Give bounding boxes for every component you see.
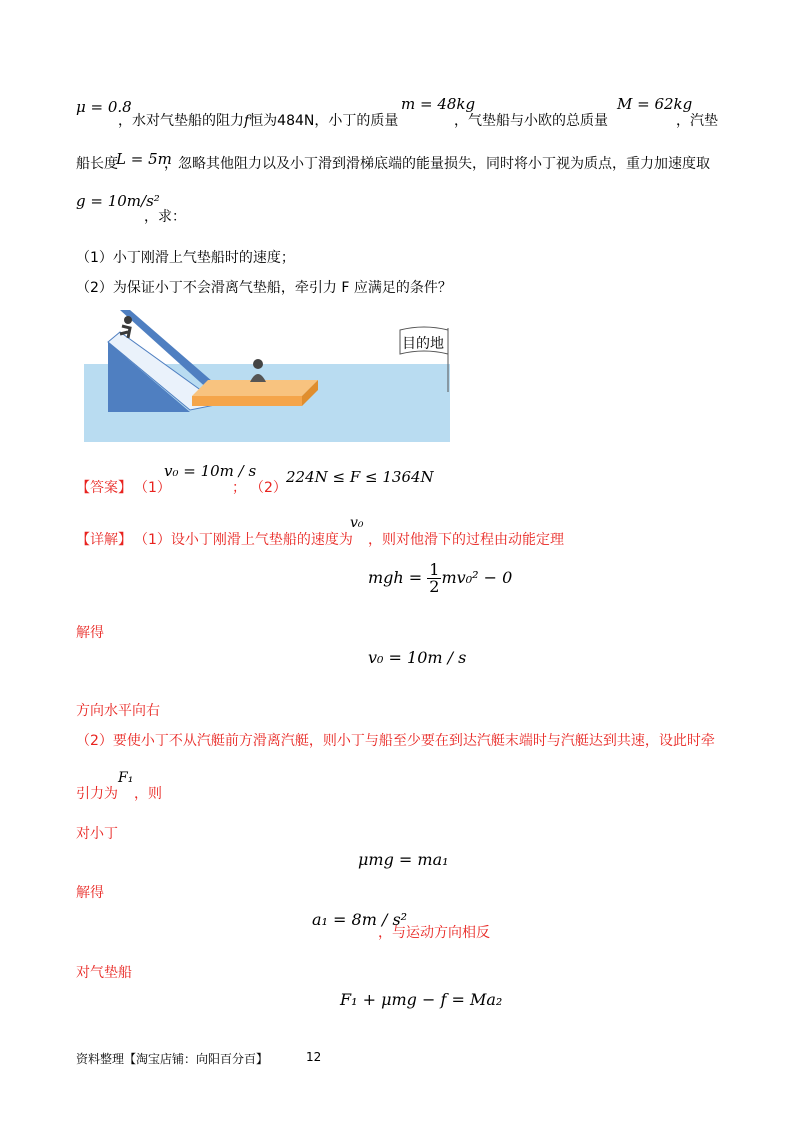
part2-text-2b: ，则: [134, 786, 162, 802]
eq1-right: mv₀² − 0: [441, 568, 513, 587]
problem-text: ，气垫船与小欧的总质量: [454, 113, 608, 129]
m-value: m = 48kg: [401, 95, 476, 113]
footer-source: 资料整理【淘宝店铺：向阳百分百】: [76, 1052, 269, 1066]
solve-label-1: 解得: [76, 625, 104, 641]
part2-text: （2）要使小丁不从汽艇前方滑离汽艇，则小丁与船至少要在到达汽艇末端时与汽艇达到共速，设此时牵: [76, 733, 715, 749]
answer-part1: （1）: [134, 480, 171, 496]
f-symbol: f: [244, 113, 250, 129]
detail-label: 【详解】: [76, 532, 132, 548]
v0-symbol: v₀: [350, 515, 364, 531]
detail-intro-tail: ，则对他滑下的过程由动能定理: [368, 532, 564, 548]
equation-a1: a₁ = 8m / s²: [312, 910, 408, 929]
solve-label-2: 解得: [76, 885, 104, 901]
problem-text: 恒为484N，小丁的质量: [249, 113, 399, 129]
fraction-half: [427, 562, 441, 595]
a1-note: ，与运动方向相反: [378, 925, 490, 941]
question-1: （1）小丁刚滑上气垫船时的速度；: [76, 250, 295, 266]
person-on-boat-icon: [253, 359, 263, 369]
page-number: 12: [306, 1050, 322, 1064]
F1-symbol: F₁: [118, 770, 134, 786]
direction-text: 方向水平向右: [76, 703, 160, 719]
person-on-slide-icon: [124, 316, 132, 324]
g-value: g = 10m/s²: [76, 192, 160, 210]
problem-text: ，水对气垫船的阻力: [118, 113, 244, 129]
problem-line1-seg1: [118, 110, 398, 130]
detail-intro: （1）设小丁刚滑上气垫船的速度为: [134, 532, 353, 548]
M-value: M = 62kg: [617, 95, 693, 113]
answer-v0: v₀ = 10m / s: [164, 462, 257, 480]
equation-friction: μmg = ma₁: [358, 850, 449, 869]
problem-text: ，求：: [144, 209, 186, 225]
question-2: （2）为保证小丁不会滑离气垫船，牵引力 F 应满足的条件？: [76, 280, 452, 296]
answer-part2: （2）: [250, 480, 287, 496]
mu-value: μ = 0.8: [76, 98, 132, 116]
destination-label: 目的地: [402, 336, 444, 352]
part2-text-2a: 引力为: [76, 786, 118, 802]
equation-boat: F₁ + μmg − f = Ma₂: [340, 990, 503, 1009]
for-hovercraft: 对气垫船: [76, 965, 132, 981]
eq1-left: mgh =: [368, 568, 428, 587]
problem-text: ，汽垫: [676, 113, 718, 129]
fraction-numerator: 1: [429, 560, 440, 579]
equation-v0: v₀ = 10m / s: [368, 648, 467, 667]
answer-range: 224N ≤ F ≤ 1364N: [286, 468, 434, 486]
hovercraft-top: [192, 380, 318, 396]
equation-energy: [368, 562, 512, 595]
answer-sep: ；: [232, 480, 246, 496]
slide-boat-diagram: [84, 308, 450, 442]
fraction-denominator: 2: [429, 577, 440, 596]
problem-text: ，忽略其他阻力以及小丁滑到滑梯底端的能量损失，同时将小丁视为质点，重力加速度取: [164, 156, 710, 172]
hovercraft-front: [192, 396, 302, 406]
problem-figure: [84, 308, 450, 442]
for-xiaoding: 对小丁: [76, 826, 118, 842]
L-value: L = 5m: [116, 150, 172, 168]
answer-label: 【答案】: [76, 480, 132, 496]
problem-text: 船长度: [76, 156, 118, 172]
